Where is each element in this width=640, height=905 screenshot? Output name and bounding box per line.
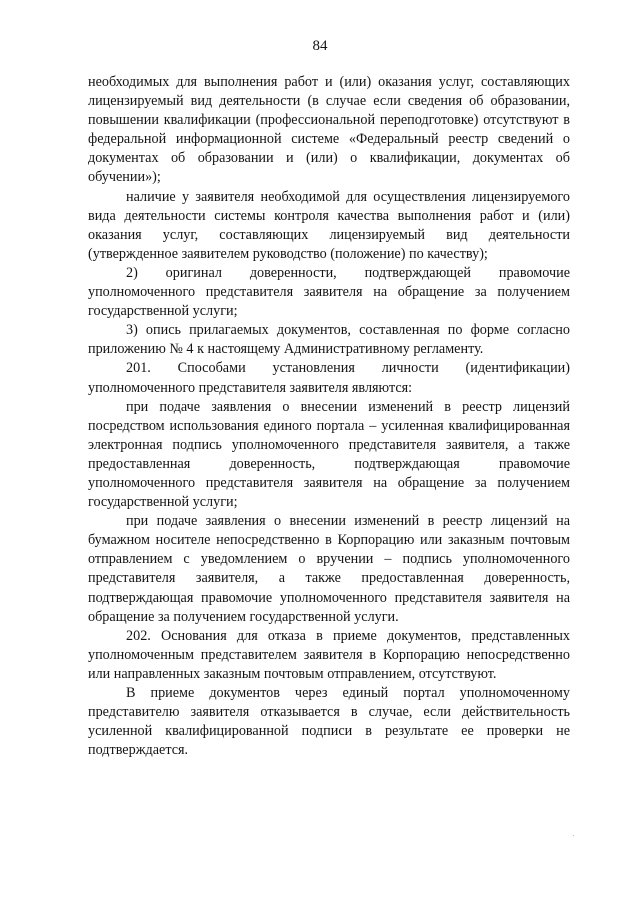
paragraph-continuation: необходимых для выполнения работ и (или) оказания услуг, составляющих лицензируемый вид деятельности (в случае если сведения об образовании, повышении квалификации (профессиональной переподготовке) отсутствуют в федеральной информационной системе «Федеральный реестр сведений о документах об образовании и (или) о квалификации, документах об обучении»); — [88, 74, 570, 186]
scan-speck — [573, 835, 574, 836]
paragraph-portal-submission: при подаче заявления о внесении изменений в реестр лицензий посредством использования единого портала – усиленная квалифицированная электронная подпись уполномоченного представителя заявителя, а также предоставленная доверенность, подтверждающая правомочие уполномоченного представителя заявителя на обращение за получением государственной услуги; — [88, 398, 570, 511]
paragraph-portal-refusal: В приеме документов через единый портал уполномоченному представителю заявителя отказывается в случае, если действительность усиленной квалифицированной подписи в результате ее проверки не подтверждается. — [88, 685, 570, 759]
paragraph-202-refusal-grounds: 202. Основания для отказа в приеме документов, представленных уполномоченным представителем заявителя в Корпорацию непосредственно или направленных заказным почтовым отправлением, отсутствуют. — [88, 627, 570, 682]
paragraph-document-inventory: 3) опись прилагаемых документов, составленная по форме согласно приложению № 4 к настоящему Административному регламенту. — [88, 322, 570, 358]
paragraph-201-identification: 201. Способами установления личности (идентификации) уполномоченного представителя заявителя являются: — [88, 360, 570, 396]
page-number: 84 — [312, 38, 328, 54]
paragraph-power-of-attorney: 2) оригинал доверенности, подтверждающей правомочие уполномоченного представителя заявителя на обращение за получением государственной услуги; — [88, 264, 570, 320]
document-body — [88, 73, 570, 760]
paragraph-quality-system: наличие у заявителя необходимой для осуществления лицензируемого вида деятельности системы контроля качества выполнения работ и (или) оказания услуг, составляющих лицензируемый вид деятельности (утвержденное заявителем руководство (положение) по качеству); — [88, 188, 570, 262]
paragraph-paper-submission: при подаче заявления о внесении изменений в реестр лицензий на бумажном носителе непосредственно в Корпорацию или заказным почтовым отправлением с уведомлением о вручении – подпись уполномоченного представителя заявителя, а также предоставленная доверенность, подтверждающая правомочие уполномоченного представителя заявителя на обращение за получением государственной услуги. — [88, 513, 570, 625]
